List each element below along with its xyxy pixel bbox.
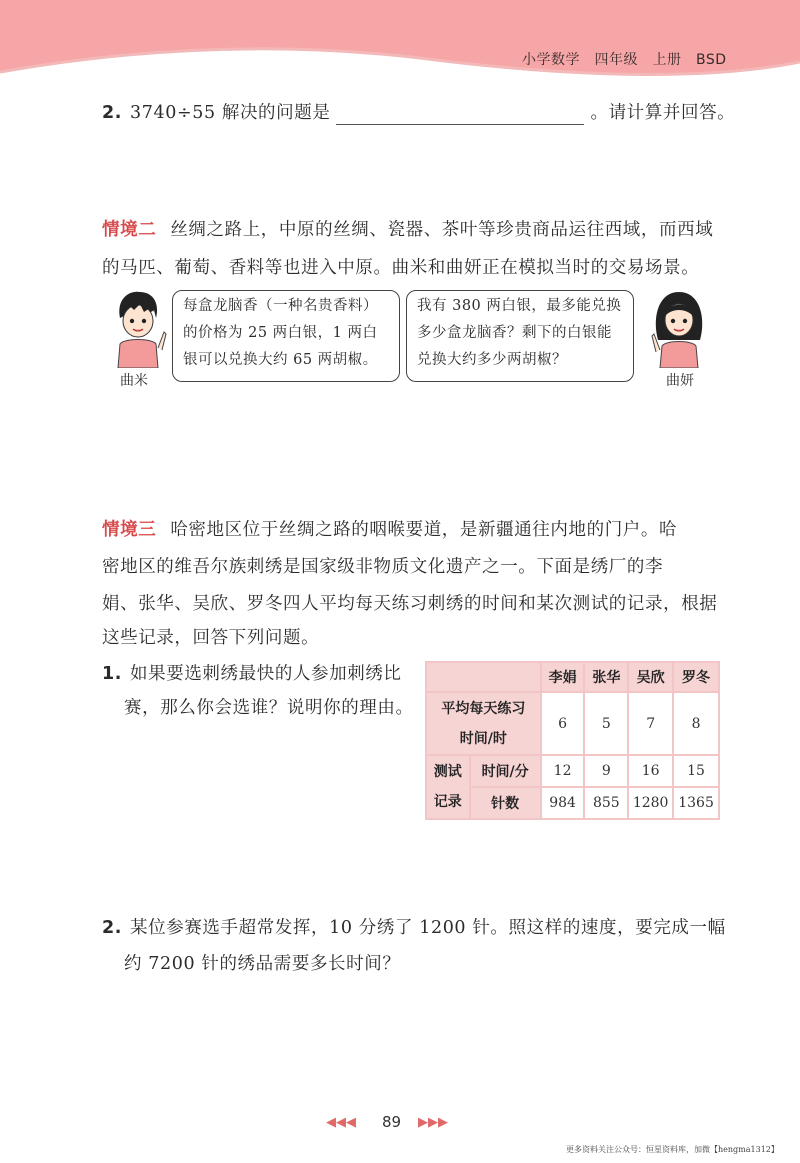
q1-line-2: 赛，那么你会选谁？说明你的理由。 [124,698,414,718]
answer-blank[interactable] [336,106,584,125]
table-header-cell: 张华 [584,662,628,692]
scenario-2-line-2: 的马匹、葡萄、香料等也进入中原。曲米和曲妍正在模拟当时的交易场景。 [102,258,700,278]
prev-arrows-icon[interactable]: ◀◀◀ [326,1115,356,1130]
page-nav [326,1115,356,1130]
book-info: 小学数学 四年级 上册 BSD [522,52,727,68]
scenario-3-text-1: 哈密地区位于丝绸之路的咽喉要道，是新疆通往内地的门户。哈 [170,520,678,540]
bubble-left-line: 每盒龙脑香（一种名贵香料） [183,298,378,314]
scenario-3-label: 情境三 [102,520,157,540]
row-label-line: 平均每天练习 [441,700,526,717]
row-group-label-test [426,755,470,819]
table-cell: 8 [673,692,719,755]
speech-bubble-right [406,290,634,382]
table-cell: 16 [628,755,673,787]
scenario-2-text-1: 丝绸之路上，中原的丝绸、瓷器、茶叶等珍贵商品运往西域，而西域 [170,220,714,240]
girl-illustration [648,288,710,368]
q1-line-1 [102,662,402,686]
q1-text-1: 如果要选刺绣最快的人参加刺绣比 [130,664,402,684]
boy-name: 曲米 [120,373,148,389]
table-cell: 5 [584,692,628,755]
table-cell: 7 [628,692,673,755]
row-label-practice [426,692,541,755]
table-cell: 12 [541,755,585,787]
practice-test-table [425,661,720,820]
table-header-cell: 吴欣 [628,662,673,692]
question-text: 3740÷55 解决的问题是 [130,103,331,123]
question-number: 1. [102,664,123,684]
question-text-end: 。请计算并回答。 [590,103,736,123]
table-cell: 984 [541,787,585,819]
table-row [426,692,719,755]
table-row [426,755,719,787]
scenario-2-label: 情境二 [102,220,157,240]
row-label-time: 时间/分 [470,755,541,787]
question-number: 2. [102,918,123,938]
question-2-line [102,101,735,125]
footer-note: 更多资料关注公众号：恒星资料库，加微【hengma1312】 [566,1145,779,1154]
scenario-2-line-1 [102,218,713,242]
bubble-left-line: 的价格为 25 两白银，1 两白 [183,325,378,341]
table-corner-cell [426,662,541,692]
next-arrows-icon[interactable]: ▶▶▶ [418,1115,448,1130]
table-cell: 1280 [628,787,673,819]
table-header-row [426,662,719,692]
table-cell: 1365 [673,787,719,819]
scenario-3-line-4: 这些记录，回答下列问题。 [102,628,320,648]
speech-bubble-left [172,290,400,382]
row-label-line: 时间/时 [459,730,507,747]
table-cell: 9 [584,755,628,787]
scenario-3-line-3: 娟、张华、吴欣、罗冬四人平均每天练习刺绣的时间和某次测试的记录，根据 [102,594,718,614]
q2-line-1 [102,916,726,940]
bubble-left-line: 银可以兑换大约 65 两胡椒。 [183,352,378,368]
bubble-right-line: 我有 380 两白银，最多能兑换 [417,298,622,314]
table-row [426,787,719,819]
page-number: 89 [382,1113,402,1131]
group-label-line: 测试 [433,764,462,780]
row-label-stitches: 针数 [470,787,541,819]
q2-text-1: 某位参赛选手超常发挥，10 分绣了 1200 针。照这样的速度，要完成一幅 [130,918,726,938]
boy-illustration [108,288,168,368]
table-cell: 15 [673,755,719,787]
scenario-3-line-2: 密地区的维吾尔族刺绣是国家级非物质文化遗产之一。下面是绣厂的李 [102,557,664,577]
bubble-right-line: 多少盒龙脑香？剩下的白银能 [417,325,612,341]
header-band [0,0,800,90]
table-header-cell: 李娟 [541,662,585,692]
scenario-3-line-1 [102,518,677,542]
q2-line-2: 约 7200 针的绣品需要多长时间？ [124,954,401,974]
table-cell: 855 [584,787,628,819]
question-number: 2. [102,103,123,123]
table-header-cell: 罗冬 [673,662,719,692]
table-cell: 6 [541,692,585,755]
bubble-right-line: 兑换大约多少两胡椒？ [417,352,567,368]
group-label-line: 记录 [433,794,462,810]
girl-name: 曲妍 [666,373,694,389]
page-nav-next [418,1115,448,1130]
